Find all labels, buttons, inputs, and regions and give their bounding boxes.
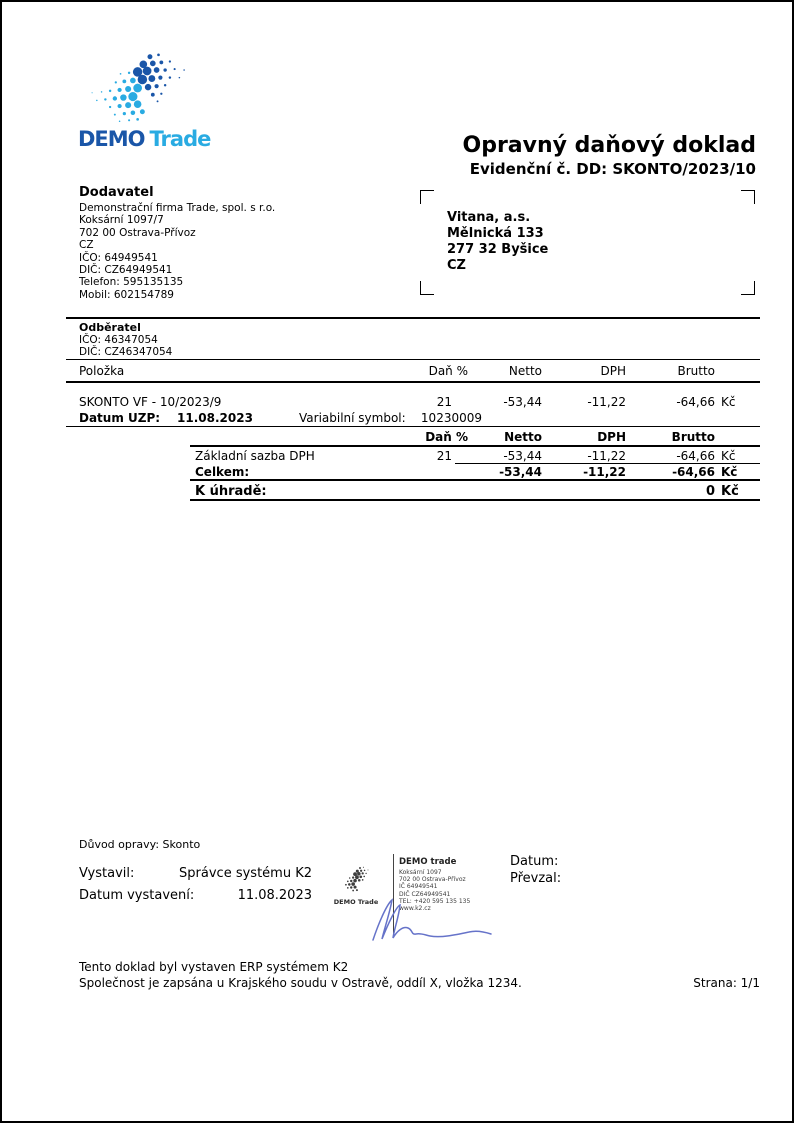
customer-heading: Odběratel [79, 321, 141, 334]
due-currency: Kč [721, 484, 739, 499]
customer-line: CZ [447, 258, 466, 273]
supplier-line: Telefon: 595135135 [79, 276, 184, 289]
item-currency: Kč [721, 395, 736, 409]
summary-table-header [2, 430, 794, 446]
stamp-line: TEL: +420 595 135 135 [399, 897, 471, 905]
rule-thick [66, 317, 760, 319]
document-number: Evidenční č. DD: SKONTO/2023/10 [469, 160, 756, 178]
address-window-corner [741, 190, 755, 204]
supplier-line: Demonstrační firma Trade, spol. s r.o. [79, 202, 276, 214]
customer-line: Mělnická 133 [447, 226, 544, 241]
stamp-line: 702 00 Ostrava-Přívoz [399, 876, 466, 884]
customer-line: Vitana, a.s. [447, 210, 531, 225]
total-net: -53,44 [499, 465, 542, 479]
variable-symbol-label: Variabilní symbol: [299, 411, 406, 425]
stamp-line: Koksární 1097 [399, 869, 442, 876]
customer-ico: IČO: 46347054 [79, 334, 158, 346]
due-label: K úhradě: [195, 484, 267, 499]
item-gross: -64,66 [676, 395, 715, 409]
date-label: Datum: [510, 854, 559, 869]
stamp-company-name: DEMO trade [399, 857, 457, 867]
total-gross: -64,66 [672, 465, 715, 479]
rule-thick [66, 381, 760, 383]
col-header-gross: Brutto [677, 364, 715, 378]
supplier-line: Koksární 1097/7 [79, 214, 164, 227]
item-vat: -11,22 [587, 395, 626, 409]
customer-address-block [447, 210, 548, 274]
demo-trade-logo-icon [90, 52, 190, 126]
correction-reason: Důvod opravy: Skonto [79, 838, 201, 851]
supplier-address-block [79, 202, 275, 301]
stamp-line: DIČ CZ64949541 [399, 890, 451, 898]
document-title: Opravný daňový doklad [462, 133, 756, 158]
stamp-logo-icon [336, 866, 376, 896]
item-tax: 21 [436, 395, 452, 409]
variable-symbol-value: 10230009 [420, 411, 482, 425]
total-currency: Kč [721, 465, 738, 479]
received-by-label: Převzal: [510, 871, 562, 886]
uzp-value: 11.08.2023 [177, 411, 253, 425]
items-table-header [2, 364, 794, 380]
due-amount: 0 [705, 484, 715, 499]
address-window-corner [741, 281, 755, 295]
issue-date-label: Datum vystavení: [79, 888, 195, 903]
rule-thin [66, 426, 760, 427]
supplier-line: IČO: 64949541 [79, 251, 158, 264]
col-header-net: Netto [508, 364, 542, 378]
customer-dic: DIČ: CZ46347054 [79, 346, 173, 358]
footer-line2: Společnost je zapsána u Krajského soudu v Ostravě, oddíl X, vložka 1234. [79, 976, 522, 990]
item-net: -53,44 [503, 395, 542, 409]
rule-thick [190, 499, 760, 501]
rate-currency: Kč [721, 449, 736, 463]
stamp-line: www.k2.cz [399, 905, 431, 913]
rule-thin [66, 359, 760, 360]
rate-tax: 21 [436, 449, 452, 463]
address-window-corner [420, 190, 434, 204]
col-header-vat: DPH [600, 364, 626, 378]
summary-col-vat: DPH [597, 430, 626, 444]
supplier-line: DIČ: CZ64949541 [79, 264, 173, 277]
address-window-corner [420, 281, 434, 295]
item-row [2, 395, 794, 411]
rate-gross: -64,66 [676, 449, 715, 463]
rule-thick [190, 479, 760, 481]
logo-wordmark-demo: DEMO [78, 127, 145, 151]
rate-label: Základní sazba DPH [195, 449, 315, 463]
rule-thin [455, 463, 760, 464]
rate-vat: -11,22 [587, 449, 626, 463]
supplier-line: CZ [79, 239, 94, 252]
supplier-line: Mobil: 602154789 [79, 288, 174, 301]
amount-due-row [2, 484, 794, 500]
logo-wordmark-trade: Trade [149, 127, 211, 151]
col-header-item: Položka [79, 364, 125, 378]
issued-by-label: Vystavil: [79, 866, 135, 881]
customer-line: 277 32 Byšice [447, 242, 549, 257]
stamp-line: IČ 64949541 [399, 883, 438, 891]
summary-col-gross: Brutto [671, 430, 715, 444]
total-vat: -11,22 [583, 465, 626, 479]
supplier-line: 702 00 Ostrava-Přívoz [79, 226, 196, 239]
stamp-logo-caption: DEMO Trade [333, 898, 379, 906]
supplier-heading: Dodavatel [79, 185, 154, 200]
uzp-label: Datum UZP: [79, 411, 161, 425]
item-detail-row [2, 411, 794, 427]
issue-date-value: 11.08.2023 [237, 888, 312, 903]
summary-col-net: Netto [504, 430, 542, 444]
logo-wordmark [78, 127, 210, 151]
footer-line1: Tento doklad byl vystaven ERP systémem K2 [79, 960, 349, 974]
rate-net: -53,44 [503, 449, 542, 463]
page-number: Strana: 1/1 [693, 976, 760, 990]
item-name: SKONTO VF - 10/2023/9 [79, 395, 222, 409]
signature-icon [365, 894, 503, 948]
summary-col-tax: Daň % [425, 430, 468, 444]
rule-thick [190, 445, 760, 447]
col-header-tax: Daň % [428, 364, 468, 378]
issued-by-value: Správce systému K2 [179, 866, 312, 881]
total-label: Celkem: [195, 465, 250, 479]
